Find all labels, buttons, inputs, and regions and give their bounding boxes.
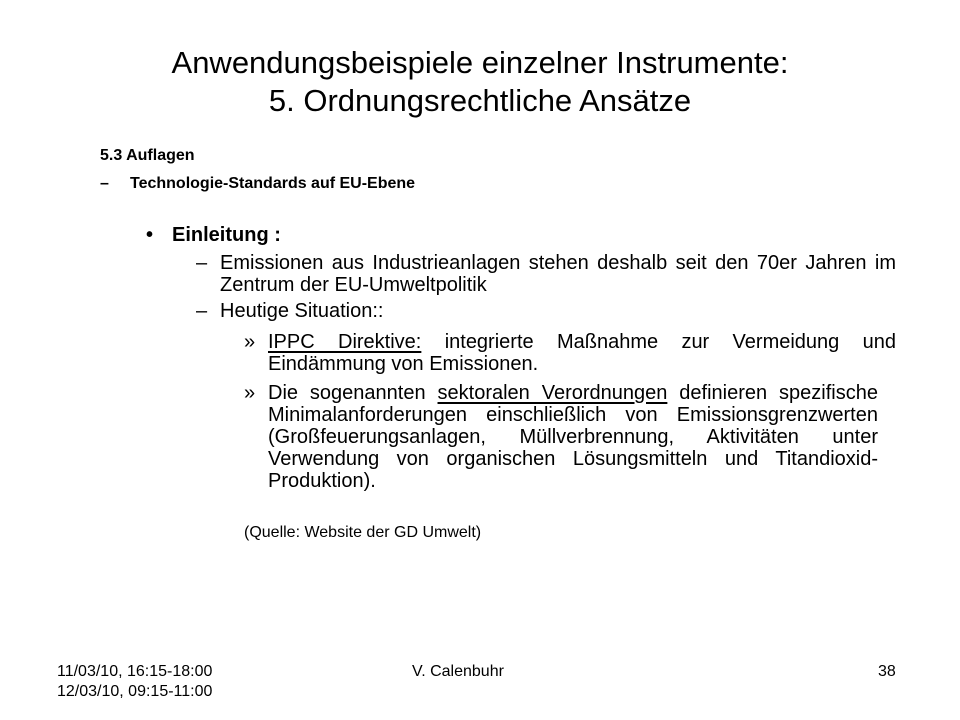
list-item-1-text: Emissionen aus Industrieanlagen stehen deshalb seit den 70er Jahren im Zentrum der EU-Umweltpolitik	[220, 252, 896, 296]
sektoral-link-text: sektoralen Verordnungen	[437, 382, 668, 404]
list-item-1	[196, 252, 896, 296]
sub-item-2	[244, 382, 896, 492]
sub-item-1-text	[268, 331, 896, 375]
ippc-link-text: IPPC Direktive:	[268, 331, 422, 353]
source-note: (Quelle: Website der GD Umwelt)	[244, 524, 482, 541]
bullet-icon: •	[146, 224, 154, 246]
footer-page-number: 38	[878, 663, 896, 680]
list-item-2-text: Heutige Situation::	[220, 300, 384, 322]
slide-title	[60, 44, 900, 120]
dash-icon: –	[196, 252, 208, 274]
sub-item-2-pre: Die sogenannten	[268, 382, 438, 404]
title-line-1: Anwendungsbeispiele einzelner Instrumente:	[171, 45, 789, 80]
subsection-heading	[100, 174, 600, 194]
footer-date	[57, 662, 212, 702]
sub-item-2-text	[268, 382, 878, 492]
footer-date-line-1: 11/03/10, 16:15-18:00	[57, 663, 213, 680]
section-heading: 5.3 Auflagen	[100, 147, 195, 164]
list-item-2	[196, 300, 896, 322]
bullet-text: Einleitung :	[172, 224, 281, 246]
sub-item-2-rest: definieren spezifische Minimalanforderungen einschließlich von Emissionsgrenzwerten (Großfeuerungsanlagen, Müllverbrennung, Aktivitäten unter Verwendung von organischen Lösungsmitteln und Titandioxid-Produktion).	[268, 382, 878, 492]
sub-item-1-rest: integrierte Maßnahme zur Vermeidung und Eindämmung von Emissionen.	[268, 331, 896, 375]
footer-date-line-2: 12/03/10, 09:15-11:00	[57, 683, 213, 700]
footer-author: V. Calenbuhr	[412, 663, 504, 680]
sub-item-1	[244, 331, 896, 375]
chevron-icon: »	[244, 331, 256, 353]
dash-icon: –	[196, 300, 208, 322]
subsection-text: Technologie-Standards auf EU-Ebene	[130, 175, 416, 192]
title-line-2: 5. Ordnungsrechtliche Ansätze	[268, 83, 692, 118]
subsection-dash: –	[100, 175, 109, 192]
chevron-icon: »	[244, 382, 256, 404]
